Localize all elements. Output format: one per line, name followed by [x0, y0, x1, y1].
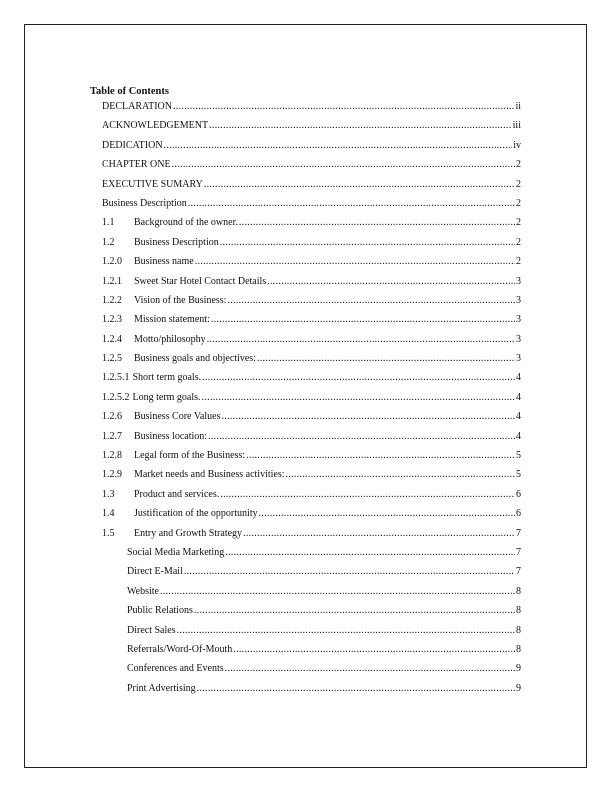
toc-entry-number: 1.2.3: [102, 314, 122, 326]
dot-leader: [188, 198, 515, 209]
dot-leader: [243, 528, 515, 539]
dot-leader: [221, 411, 515, 422]
toc-entry[interactable]: [102, 276, 521, 295]
toc-entry-number: 1.2.5.2: [102, 391, 130, 403]
toc-entry[interactable]: [102, 431, 521, 450]
toc-entry-page: 6: [516, 508, 521, 520]
dot-leader: [225, 547, 515, 558]
toc-entry-page: 8: [516, 624, 521, 636]
toc-entry-title: Print Advertising: [127, 682, 196, 694]
toc-entry[interactable]: [102, 469, 521, 488]
toc-entry-page: 2: [516, 159, 521, 171]
toc-entry[interactable]: [102, 101, 521, 120]
toc-entry[interactable]: [102, 392, 521, 411]
toc-entry-number: 1.2.1: [102, 275, 122, 287]
toc-entry-page: iii: [512, 120, 521, 132]
toc-entry-page: 4: [516, 391, 521, 403]
toc-entry[interactable]: [102, 372, 521, 391]
dot-leader: [227, 295, 515, 306]
toc-entry-title: DECLARATION: [102, 101, 172, 112]
toc-entry-number: 1.1: [102, 217, 115, 229]
toc-entry-title: DEDICATION: [102, 139, 163, 151]
toc-entry[interactable]: [102, 256, 521, 275]
toc-entry-page: 5: [516, 450, 521, 462]
toc-entry[interactable]: [102, 605, 521, 624]
toc-entry-page: 4: [516, 411, 521, 423]
toc-entry-title: Business name: [134, 256, 194, 268]
toc-entry-number: 1.2.0: [102, 256, 122, 268]
dot-leader: [195, 256, 515, 267]
toc-entry[interactable]: [102, 683, 521, 702]
dot-leader: [177, 625, 515, 636]
toc-entry-title: Justification of the opportunity: [134, 508, 258, 520]
dot-leader: [267, 276, 515, 287]
toc-entry-title: ACKNOWLEDGEMENT: [102, 120, 209, 132]
toc-entry-page: 8: [516, 643, 521, 655]
dot-leader: [202, 372, 515, 383]
toc-entry-page: 7: [516, 527, 521, 539]
toc-entry-number: 1.5: [102, 527, 115, 539]
toc-entry-page: 2: [516, 256, 521, 268]
toc-entry-title: Motto/philosophy: [134, 333, 206, 345]
toc-entry-page: 3: [516, 333, 521, 345]
toc-entry[interactable]: [102, 547, 521, 566]
toc-entry-title: Social Media Marketing: [127, 546, 225, 558]
toc-entry-page: 2: [516, 217, 521, 229]
toc-entry-number: 1.2.6: [102, 411, 122, 423]
dot-leader: [209, 120, 512, 131]
toc-entry[interactable]: [102, 140, 521, 159]
toc-entry-title: Business Description: [102, 197, 187, 209]
toc-entry-title: Public Relations: [127, 605, 193, 617]
toc-entry-number: 1.2.5.1: [102, 372, 130, 384]
toc-entry-number: 1.2.4: [102, 333, 122, 345]
dot-leader: [246, 450, 515, 461]
toc-entry-title: Entry and Growth Strategy: [134, 527, 243, 539]
dot-leader: [233, 644, 515, 655]
toc-entry-number: 1.2.9: [102, 469, 122, 481]
toc-entry[interactable]: [102, 159, 521, 178]
toc-entry-title: Business location:: [134, 430, 208, 442]
toc-entry-page: 7: [516, 546, 521, 558]
toc-entry-number: 1.3: [102, 488, 115, 500]
toc-entry[interactable]: [102, 566, 521, 585]
toc-entry-title: Market needs and Business activities:: [134, 469, 285, 481]
toc-entry[interactable]: [102, 489, 521, 508]
toc-entry-title: Product and services.: [134, 488, 220, 500]
dot-leader: [257, 353, 515, 364]
toc-entry-title: Legal form of the Business:: [134, 450, 246, 462]
toc-entry-page: 8: [516, 605, 521, 617]
toc-entry[interactable]: [102, 586, 521, 605]
toc-entry-page: 5: [516, 469, 521, 481]
toc-entry-page: 4: [516, 430, 521, 442]
dot-leader: [225, 663, 515, 674]
toc-entry-title: Direct E-Mail: [127, 566, 183, 578]
dot-leader: [207, 334, 515, 345]
toc-entry-number: 1.2: [102, 236, 115, 248]
dot-leader: [184, 566, 515, 577]
toc-entry[interactable]: [102, 334, 521, 353]
toc-entry[interactable]: [102, 663, 521, 682]
toc-entry-number: 1.2.7: [102, 430, 122, 442]
dot-leader: [239, 217, 515, 228]
toc-entry[interactable]: [102, 508, 521, 527]
toc-entry-title: Conferences and Events: [127, 663, 224, 675]
toc-entry-title: Referrals/Word-Of-Mouth: [127, 643, 233, 655]
toc-entry[interactable]: [102, 353, 521, 372]
toc-entry-title: Background of the owner.: [134, 217, 238, 229]
toc-entry-number: 1.2.2: [102, 294, 122, 306]
toc-entry[interactable]: [102, 295, 521, 314]
dot-leader: [220, 237, 515, 248]
dot-leader: [204, 179, 515, 190]
toc-entry-title: Short term goals.: [132, 372, 202, 384]
dot-leader: [259, 508, 515, 519]
toc-entry-title: Website: [127, 585, 159, 597]
toc-entry-title: Direct Sales: [127, 624, 176, 636]
toc-entry-title: Business Description: [134, 236, 219, 248]
toc-entry-title: CHAPTER ONE: [102, 159, 171, 171]
dot-leader: [202, 392, 515, 403]
dot-leader: [197, 683, 515, 694]
toc-entry-page: 3: [516, 314, 521, 326]
toc-entry[interactable]: [102, 644, 521, 663]
toc-entry-number: 1.2.5: [102, 353, 122, 365]
toc-entry[interactable]: [102, 120, 521, 139]
toc-entry[interactable]: [102, 625, 521, 644]
toc-entry-title: Business Core Values: [134, 411, 221, 423]
toc-entry[interactable]: [102, 198, 521, 217]
dot-leader: [220, 489, 515, 500]
toc-heading: Table of Contents: [90, 86, 169, 97]
dot-leader: [194, 605, 515, 616]
toc-entry-page: 6: [516, 488, 521, 500]
toc-entry-page: 3: [516, 294, 521, 306]
dot-leader: [211, 314, 515, 325]
toc-entry-page: 8: [516, 585, 521, 597]
dot-leader: [173, 101, 514, 112]
toc-entry-page: iv: [513, 139, 521, 151]
dot-leader: [164, 140, 513, 151]
dot-leader: [286, 469, 515, 480]
toc-entry[interactable]: [102, 411, 521, 430]
table-of-contents: [102, 101, 521, 702]
toc-entry[interactable]: [102, 217, 521, 236]
toc-entry-number: 1.4: [102, 508, 115, 520]
toc-entry-page: 2: [516, 197, 521, 209]
toc-entry[interactable]: [102, 179, 521, 198]
dot-leader: [160, 586, 515, 597]
toc-entry-page: 3: [516, 275, 521, 287]
toc-entry-number: 1.2.8: [102, 450, 122, 462]
toc-entry[interactable]: [102, 528, 521, 547]
toc-entry-title: Sweet Star Hotel Contact Details: [134, 275, 267, 287]
toc-entry-title: Long term goals.: [132, 391, 201, 403]
toc-entry-page: 2: [516, 236, 521, 248]
toc-entry-title: Business goals and objectives:: [134, 353, 256, 365]
toc-entry[interactable]: [102, 314, 521, 333]
dot-leader: [208, 431, 515, 442]
toc-entry-page: 9: [516, 682, 521, 694]
toc-entry-title: Mission statement:: [134, 314, 210, 326]
toc-entry[interactable]: [102, 237, 521, 256]
toc-entry-page: 2: [516, 178, 521, 190]
toc-entry-page: ii: [515, 101, 521, 112]
toc-entry-page: 3: [516, 353, 521, 365]
dot-leader: [172, 159, 515, 170]
toc-entry-page: 9: [516, 663, 521, 675]
toc-entry-title: EXECUTIVE SUMARY: [102, 178, 203, 190]
toc-entry-page: 7: [516, 566, 521, 578]
toc-entry[interactable]: [102, 450, 521, 469]
toc-entry-title: Vision of the Business:: [134, 294, 227, 306]
toc-entry-page: 4: [516, 372, 521, 384]
